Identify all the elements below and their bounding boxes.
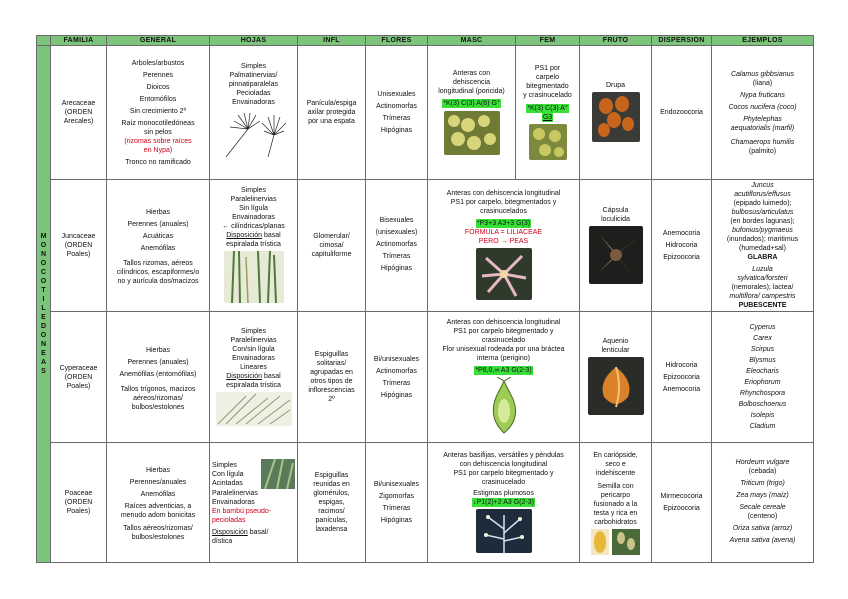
fruto-line: indehiscente xyxy=(595,469,636,477)
familia-order-name: Poales) xyxy=(66,382,91,390)
fem-line: carpelo xyxy=(536,73,559,81)
hojas-line: ← cilíndricas/planas xyxy=(222,223,285,230)
fruto-line: Cápsula xyxy=(602,206,629,214)
familia-cell xyxy=(51,180,107,312)
formula-note-red: FÓRMULA = LILIACEAE xyxy=(464,229,543,236)
masc-line: PS1 por carpelo, bitegmentados y xyxy=(450,199,557,206)
hojas-line: Con lígula xyxy=(212,470,244,478)
masc-fem-cell xyxy=(428,180,580,312)
masc-line: crasinucelados xyxy=(480,208,527,215)
general-line: Sin crecimiento 2º xyxy=(129,107,187,115)
hojas-disposicion: Disposición xyxy=(226,232,263,239)
dispersion-line: Hidrocoria xyxy=(665,242,698,249)
header-familia: FAMILIA xyxy=(51,36,107,46)
fruto-line: testa y rica en xyxy=(593,509,638,517)
formula-note-red: PERO → PEAS xyxy=(478,238,529,245)
hojas-line: basal xyxy=(264,232,281,239)
header-row xyxy=(37,36,814,46)
general-line: Anemófilas xyxy=(140,491,176,498)
infl-line: Glomerular/ xyxy=(313,233,350,240)
hojas-line: Sin lígula xyxy=(239,205,268,212)
example-line: (inundados); maritimus xyxy=(726,236,799,243)
hojas-cell xyxy=(210,312,298,443)
side-label-letter: O xyxy=(40,242,47,249)
flores-line: Actinomorfas xyxy=(376,240,417,248)
masc-fem-cell xyxy=(428,312,580,443)
familia-cell xyxy=(51,443,107,563)
dispersion-cell xyxy=(652,443,712,563)
familia-cell xyxy=(51,312,107,443)
example-genus: Eleocharis xyxy=(746,368,779,375)
infl-line: cimosa/ xyxy=(319,242,344,249)
flores-line: Hipóginas xyxy=(380,264,413,272)
masc-fem-cell xyxy=(428,443,580,563)
hojas-line: Paralelinervias xyxy=(230,336,277,344)
example-species: aequatorialis (marfil) xyxy=(730,124,795,132)
flower-formula: *P6,0,∞ A3 G(2-3) xyxy=(475,366,532,374)
sedge-perigynium-drawing xyxy=(479,377,529,435)
familia-order-name: Poales) xyxy=(66,251,91,258)
example-genus: Cyperus xyxy=(749,324,776,331)
hojas-line: basal xyxy=(264,372,281,380)
general-line: no y aurícula dos/macizos xyxy=(117,278,199,285)
example-species: Oriza sativa (arroz) xyxy=(732,524,793,532)
header-infl: INFL xyxy=(298,36,366,46)
infl-line: panículas, xyxy=(315,517,348,524)
flores-line: Actinomorfas xyxy=(376,367,417,375)
general-note-red: (rizomas sobre raíces xyxy=(124,137,192,145)
flores-line: Unisexuales xyxy=(377,91,416,98)
masc-line: Anteras con dehiscencia longitudinal xyxy=(446,190,561,197)
general-line: Perennes xyxy=(143,71,173,79)
hojas-line: Paralelinervias xyxy=(230,196,277,203)
masc-line: PS1 por carpelo bitegmentado y xyxy=(453,469,554,477)
general-line: Tronco no ramificado xyxy=(125,158,191,166)
example-species: Avena sativa (avena) xyxy=(729,536,796,544)
general-line: sin pelos xyxy=(144,128,172,136)
example-species: Calamus gibbsianus xyxy=(730,70,795,78)
masc-line: Anteras con dehiscencia longitudinal xyxy=(446,318,561,326)
hojas-line: basal/ xyxy=(249,529,269,536)
example-species: Triticum (trigo) xyxy=(740,479,785,487)
flores-line: Bi/unisexuales xyxy=(373,481,420,488)
example-common-name: (liana) xyxy=(752,79,773,87)
example-species: Hordeum vulgare xyxy=(735,458,790,466)
side-label-letter: O xyxy=(40,278,47,285)
flores-cell xyxy=(366,180,428,312)
masc-cell xyxy=(428,46,516,180)
example-genus: Blysmus xyxy=(749,357,776,364)
familia-order: (ORDEN xyxy=(64,499,93,506)
hojas-note-red: pecioladas xyxy=(212,517,246,524)
flores-line: Trímeras xyxy=(382,505,411,512)
infl-line: Panícula/espiga xyxy=(306,100,357,107)
example-line: (humedad+sal) xyxy=(739,245,786,252)
fruto-line: carbohidratos xyxy=(594,518,637,526)
hojas-disposicion: Disposición xyxy=(212,529,248,536)
side-label-letter: N xyxy=(40,341,47,348)
dispersion-line: Hidrocoria xyxy=(665,361,698,369)
dispersion-line: Endozoocoria xyxy=(660,109,703,116)
header-general: GENERAL xyxy=(107,36,210,46)
juncus-flower-photo xyxy=(476,248,532,300)
general-line: Anemófilas (entomófilas) xyxy=(119,370,197,378)
hojas-line: Acintadas xyxy=(212,479,243,487)
infl-line: por una espata xyxy=(308,118,355,125)
masc-line: crasinucelado xyxy=(481,336,526,344)
side-label-letter: A xyxy=(40,359,47,366)
flores-line: Bi/unisexuales xyxy=(373,355,420,363)
example-genus: Scirpus xyxy=(750,346,775,353)
fruto-line: loculicida xyxy=(601,215,630,223)
masc-line: interna (perigino) xyxy=(477,354,530,362)
hojas-line: Simples xyxy=(241,187,266,194)
infl-line: espigas, xyxy=(318,499,345,506)
fruto-line: seco e xyxy=(605,460,626,468)
fruto-line: Drupa xyxy=(605,82,626,89)
familia-name: Arecaceae xyxy=(61,100,96,107)
side-label-letter: T xyxy=(41,287,46,294)
fruto-cell xyxy=(580,443,652,563)
masc-formula: *K(3) C(3) A(6) G° xyxy=(443,99,500,107)
monocot-families-table xyxy=(36,35,814,563)
example-line: Luzula xyxy=(752,266,773,273)
hojas-line: pinnatiparalelas xyxy=(228,81,279,88)
capsule-fruit-photo xyxy=(589,226,643,284)
fruto-cell xyxy=(580,312,652,443)
infl-cell xyxy=(298,46,366,180)
hojas-disposicion: Disposición xyxy=(226,372,263,380)
infl-line: axilar protegida xyxy=(307,109,356,116)
header-corner xyxy=(37,36,51,46)
dispersion-line: Anemocoria xyxy=(662,230,701,237)
fem-formula-gynoecium: G3 xyxy=(542,113,553,121)
monocotiledoneas-side-label xyxy=(37,46,51,563)
familia-order-name: Arecales) xyxy=(63,118,94,125)
example-species: Phytelephas xyxy=(743,115,782,123)
hojas-line: Simples xyxy=(241,327,266,335)
hojas-note-red: En bambú pseudo- xyxy=(212,508,272,515)
general-line: Raíz monocotiledóneas xyxy=(121,119,195,127)
familia-order-name: Poales) xyxy=(66,508,91,515)
familia-order: (ORDEN xyxy=(64,242,93,249)
hojas-line: Envainadoras xyxy=(212,499,255,506)
fruto-line: lenticular xyxy=(601,347,630,354)
infl-line: solitarias/ xyxy=(316,360,347,367)
fem-line: y crasinucelado xyxy=(523,91,572,99)
general-line: aéreos/rizomas/ xyxy=(133,394,183,402)
header-dispersion: DISPERSIÓN xyxy=(652,36,712,46)
hojas-line: Envainadoras xyxy=(232,99,275,106)
drupe-fruit-photo xyxy=(592,92,640,142)
example-genus: Rhynchospora xyxy=(739,390,786,397)
side-label-letter: O xyxy=(40,332,47,339)
general-line: Raíces adventicias, a xyxy=(124,503,192,510)
ejemplos-cell xyxy=(712,443,814,563)
table-row-cyperaceae xyxy=(37,312,814,443)
hojas-cell xyxy=(210,46,298,180)
flores-line: Hipóginas xyxy=(380,391,413,399)
example-genus: Carex xyxy=(753,335,772,342)
grass-spikelet-photo xyxy=(476,509,532,553)
general-line: Hierbas xyxy=(145,209,171,216)
infl-cell xyxy=(298,443,366,563)
infl-line: capituliforme xyxy=(311,251,352,258)
example-species: Nypa fruticans xyxy=(740,91,785,99)
flores-cell xyxy=(366,46,428,180)
infl-line: inflorescencias xyxy=(308,387,355,394)
infl-line: 2º xyxy=(328,396,335,403)
general-line: Anemófilas xyxy=(140,245,176,252)
classification-table-page xyxy=(36,35,813,561)
table-row-juncaceae xyxy=(37,180,814,312)
hojas-line: espiralada trística xyxy=(226,381,281,389)
side-label-letter: D xyxy=(40,323,47,330)
hojas-line: Envainadoras xyxy=(232,354,275,362)
side-label-letter: E xyxy=(41,314,46,321)
example-line: sylvatica/forsteri xyxy=(737,275,788,282)
table-row-poaceae xyxy=(37,443,814,563)
side-label-letter: I xyxy=(42,296,45,303)
flower-formula: *P3+3 A3+3 G(3) xyxy=(476,220,531,227)
familia-order: (ORDEN xyxy=(64,109,93,116)
example-genus: Eriophorum xyxy=(744,379,781,386)
general-line: Acuáticas xyxy=(142,233,174,240)
example-line: bufonius/pygmaeus xyxy=(732,227,793,234)
masc-line: Estigmas plumosos xyxy=(473,489,534,497)
general-cell xyxy=(107,312,210,443)
flores-line: Bisexuales xyxy=(379,216,414,224)
rush-stems-photo xyxy=(224,251,284,303)
infl-cell xyxy=(298,180,366,312)
fruto-line: Aquenio xyxy=(602,338,629,345)
example-genus: Isolepis xyxy=(750,412,775,419)
side-label-letter: N xyxy=(40,251,47,258)
general-line: Perennes (anuales) xyxy=(127,221,189,228)
hojas-cell xyxy=(210,443,298,563)
fruto-line: Semilla con xyxy=(597,482,634,490)
general-line: bulbos/estolones xyxy=(131,534,185,541)
header-fruto: FRUTO xyxy=(580,36,652,46)
example-genus: Bolboschoenus xyxy=(738,401,787,408)
familia-name: Poaceae xyxy=(64,490,93,497)
hojas-line: Paralelinervias xyxy=(212,490,258,497)
header-fem: FEM xyxy=(516,36,580,46)
masc-line: Anteras basifijas, versátiles y péndulas xyxy=(443,451,564,459)
masc-line: Flor unisexual rodeada por una bráctea xyxy=(442,345,565,353)
fruto-line: En cariópside, xyxy=(593,451,638,459)
general-line: Tallos aéreos/rizomas/ xyxy=(123,525,193,532)
familia-name: Cyperaceae xyxy=(59,364,98,372)
female-flowers-photo xyxy=(529,124,567,160)
flores-line: Trímeras xyxy=(382,379,411,387)
example-tag: GLABRA xyxy=(747,254,778,261)
side-label-letter: S xyxy=(41,368,46,375)
infl-line: glomérulos, xyxy=(313,490,350,497)
general-cell xyxy=(107,180,210,312)
palm-leaf-drawing xyxy=(218,109,290,161)
hojas-line: Palmatinervias/ xyxy=(229,72,278,79)
header-ejemplos: EJEMPLOS xyxy=(712,36,814,46)
general-cell xyxy=(107,46,210,180)
grain-photo xyxy=(612,529,640,555)
hojas-line: Lineares xyxy=(240,363,267,371)
fruto-line: pericarpo xyxy=(600,491,631,499)
general-line: Hierbas xyxy=(145,346,171,354)
header-flores: FLORES xyxy=(366,36,428,46)
infl-line: racimos/ xyxy=(318,508,345,515)
infl-line: Espiguillas xyxy=(314,351,349,358)
fruto-cell xyxy=(580,46,652,180)
general-line: bulbos/estolones xyxy=(131,403,185,411)
general-note-red: en Nypa) xyxy=(143,146,173,154)
general-line: Perennes (anuales) xyxy=(127,358,189,366)
header-hojas: HOJAS xyxy=(210,36,298,46)
example-common-name: (centeno) xyxy=(747,512,778,520)
masc-line: dehiscencia xyxy=(453,78,490,86)
fem-cell xyxy=(516,46,580,180)
example-species: Zea mays (maíz) xyxy=(736,491,789,499)
masc-line: crasinucelado xyxy=(481,478,526,486)
ejemplos-cell xyxy=(712,180,814,312)
grass-leaf-photo xyxy=(261,459,295,489)
male-flowers-photo xyxy=(444,111,500,155)
corn-cob-photo xyxy=(591,529,609,555)
example-line: (nemorales); lactea/ xyxy=(731,284,794,291)
dispersion-cell xyxy=(652,312,712,443)
ejemplos-cell xyxy=(712,312,814,443)
general-cell xyxy=(107,443,210,563)
example-common-name: (cebada) xyxy=(748,467,777,475)
dispersion-cell xyxy=(652,46,712,180)
familia-name: Juncaceae xyxy=(61,233,96,240)
example-line: acutiflorus/effusus xyxy=(734,191,791,198)
dispersion-cell xyxy=(652,180,712,312)
side-label-letter: C xyxy=(40,269,47,276)
table-row-arecaceae xyxy=(37,46,814,180)
general-line: Arboles/arbustos xyxy=(131,59,185,67)
flores-line: Hipóginas xyxy=(380,517,413,524)
general-line: menudo adom bonicitas xyxy=(120,512,196,519)
familia-order: (ORDEN xyxy=(64,373,93,381)
example-genus: Cladium xyxy=(749,423,776,430)
hojas-line: Simples xyxy=(212,461,237,469)
side-label-letter: L xyxy=(41,305,46,312)
masc-line: Anteras con xyxy=(452,69,491,77)
fem-formula: *K(3) C(3) A° xyxy=(527,104,568,112)
flores-cell xyxy=(366,312,428,443)
fem-line: bitegmentado xyxy=(526,82,569,90)
example-line: (epipado luimedo); xyxy=(733,200,792,207)
flores-cell xyxy=(366,443,428,563)
side-label-letter: M xyxy=(40,233,47,240)
infl-line: reunidas en xyxy=(313,481,350,488)
general-line: Tallos rizomas, aéreos xyxy=(123,260,193,267)
sedge-leaves-drawing xyxy=(216,392,292,426)
masc-line: PS1 por carpelo bitegmentado y xyxy=(453,327,554,335)
general-line: cilíndricos, escapiformes/o xyxy=(116,269,200,276)
achene-fruit-photo xyxy=(588,357,644,415)
example-tag: PUBESCENTE xyxy=(738,302,787,309)
hojas-line: espiralada trística xyxy=(226,241,281,248)
hojas-line: dística xyxy=(212,538,233,545)
masc-line: longitudinal (poricida) xyxy=(438,87,505,95)
masc-line: con dehiscencia longitudinal xyxy=(459,460,548,468)
example-species: Secale cereale xyxy=(739,503,786,511)
side-label-letter: E xyxy=(41,350,46,357)
hojas-line: Pecioladas xyxy=(236,90,271,97)
general-line: Tallos trígonos, macizos xyxy=(120,385,196,393)
example-line: bulbosus/articulatus xyxy=(731,209,794,216)
hojas-line: Simples xyxy=(241,63,266,70)
dispersion-line: Mirmecocoria xyxy=(660,493,703,500)
fruto-line: fusionado a la xyxy=(593,500,638,508)
hojas-line: Envainadoras xyxy=(232,214,275,221)
flores-line: Zigomorfas xyxy=(378,493,414,500)
general-line: Hierbas xyxy=(145,467,171,474)
dispersion-line: Epizoocoria xyxy=(663,505,700,512)
flores-line: Trímeras xyxy=(382,252,411,260)
general-line: Dioicos xyxy=(146,83,170,91)
hojas-cell xyxy=(210,180,298,312)
flores-line: Actinomorfas xyxy=(376,103,417,110)
general-line: Entomófilos xyxy=(139,95,177,103)
dispersion-line: Anemocoria xyxy=(662,385,701,393)
infl-line: agrupadas en xyxy=(310,369,353,376)
fem-line: PS1 por xyxy=(534,64,561,72)
infl-line: Espiguillas xyxy=(314,472,349,479)
header-masc: MASC xyxy=(428,36,516,46)
example-species: Cocos nucifera (coco) xyxy=(728,103,797,111)
dispersion-line: Epizoocoria xyxy=(663,254,700,261)
ejemplos-cell xyxy=(712,46,814,180)
dispersion-line: Epizoocoria xyxy=(663,373,700,381)
flores-line: Trímeras xyxy=(382,115,411,122)
familia-cell xyxy=(51,46,107,180)
infl-line: laxadensa xyxy=(315,526,348,533)
general-line: Perennes/anuales xyxy=(129,479,187,486)
fruto-cell xyxy=(580,180,652,312)
example-common-name: (palmito) xyxy=(748,147,777,155)
flower-formula: ↓P1(2)+2 A3 G(2-3) xyxy=(473,498,534,506)
flores-line: Hipóginas xyxy=(380,127,413,134)
infl-line: otros tipos de xyxy=(310,378,353,385)
example-line: Juncus xyxy=(751,182,774,189)
example-species: Chamaerops humilis xyxy=(730,138,795,146)
flores-line: (unisexuales) xyxy=(375,228,418,236)
hojas-line: Con/sin lígula xyxy=(232,345,275,353)
side-label-letter: O xyxy=(40,260,47,267)
infl-cell xyxy=(298,312,366,443)
example-line: multiflora/ campestris xyxy=(729,293,796,300)
example-line: (en bordes lagunas); xyxy=(730,218,795,225)
